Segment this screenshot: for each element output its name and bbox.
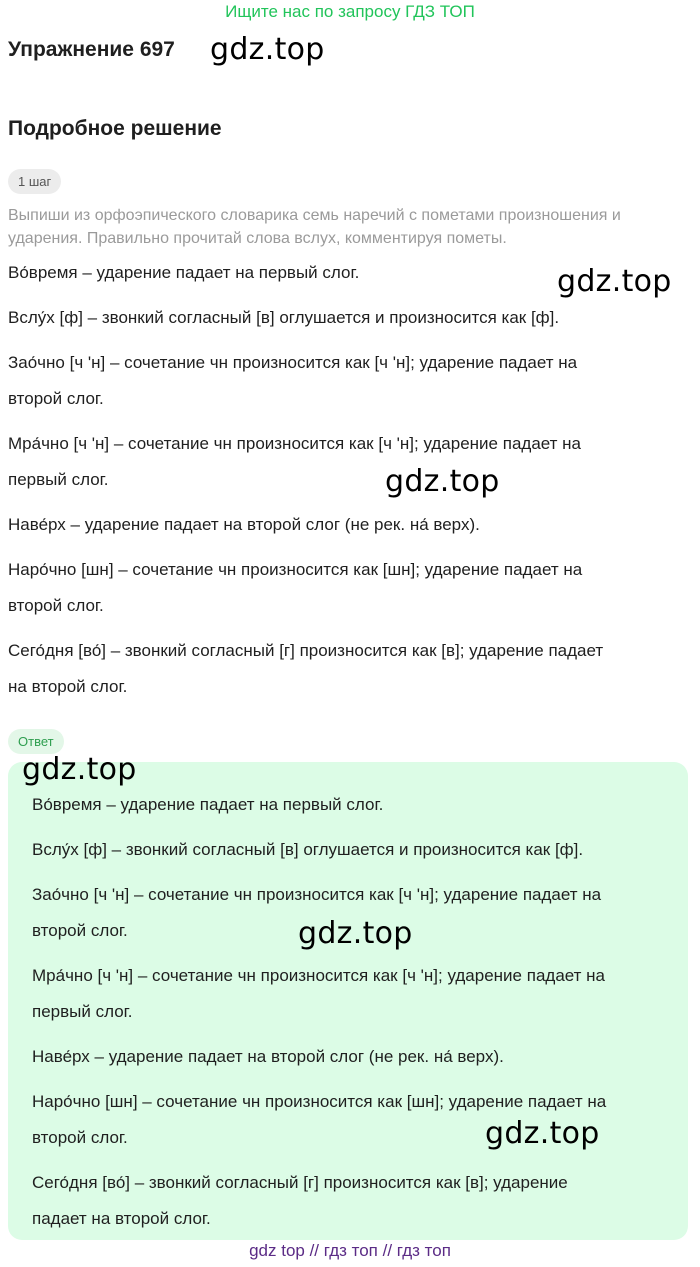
solution-line: на второй слог. xyxy=(8,677,128,696)
answer-line: Мра́чно [ч 'н] – сочетание чн произносится как [ч 'н]; ударение падает на xyxy=(32,966,606,985)
answer-line: второй слог. xyxy=(32,1128,128,1147)
answer-line: Наве́рх – ударение падает на второй слог (не рек. на́ верх). xyxy=(32,1047,504,1066)
search-banner[interactable]: Ищите нас по запросу ГДЗ ТОП xyxy=(225,2,475,21)
answer-line: Вслу́х [ф] – звонкий согласный [в] оглушается и произносится как [ф]. xyxy=(32,840,584,859)
solution-line: Во́время – ударение падает на первый слог. xyxy=(8,263,360,282)
answer-line: падает на второй слог. xyxy=(32,1209,211,1228)
solution-line: второй слог. xyxy=(8,596,104,615)
solution-line: Вслу́х [ф] – звонкий согласный [в] оглушается и произносится как [ф]. xyxy=(8,308,560,327)
step-badge: 1 шаг xyxy=(8,169,61,194)
solution-line: Наве́рх – ударение падает на второй слог (не рек. на́ верх). xyxy=(8,515,480,534)
solution-line: первый слог. xyxy=(8,470,109,489)
answer-badge: Ответ xyxy=(8,729,64,754)
watermark: gdz.top xyxy=(485,1116,600,1151)
answer-line: Наро́чно [шн] – сочетание чн произносится как [шн]; ударение падает на xyxy=(32,1092,607,1111)
solution-line: Зао́чно [ч 'н] – сочетание чн произносится как [ч 'н]; ударение падает на xyxy=(8,353,578,372)
section-title: Подробное решение xyxy=(8,117,222,140)
answer-line: Сего́дня [во́] – звонкий согласный [г] произносится как [в]; ударение xyxy=(32,1173,568,1192)
watermark: gdz.top xyxy=(22,752,137,787)
solution-line: второй слог. xyxy=(8,389,104,408)
solution-line: Наро́чно [шн] – сочетание чн произносится как [шн]; ударение падает на xyxy=(8,560,583,579)
answer-line: второй слог. xyxy=(32,921,128,940)
task-description: Выпиши из орфоэпического словарика семь наречий с пометами произношения и ударения. Правильно прочитай слова вслух, комментируя пометы. xyxy=(8,207,621,247)
watermark: gdz.top xyxy=(385,464,500,499)
answer-line: Во́время – ударение падает на первый слог. xyxy=(32,795,384,814)
answer-line: первый слог. xyxy=(32,1002,133,1021)
watermark: gdz.top xyxy=(557,264,672,299)
watermark: gdz.top xyxy=(298,916,413,951)
solution-line: Мра́чно [ч 'н] – сочетание чн произносится как [ч 'н]; ударение падает на xyxy=(8,434,582,453)
page-title: Упражнение 697 xyxy=(8,38,175,61)
solution-line: Сего́дня [во́] – звонкий согласный [г] произносится как [в]; ударение падает xyxy=(8,641,604,660)
footer-links[interactable]: gdz top // гдз топ // гдз топ xyxy=(249,1241,451,1260)
answer-line: Зао́чно [ч 'н] – сочетание чн произносится как [ч 'н]; ударение падает на xyxy=(32,885,602,904)
watermark: gdz.top xyxy=(210,32,325,67)
